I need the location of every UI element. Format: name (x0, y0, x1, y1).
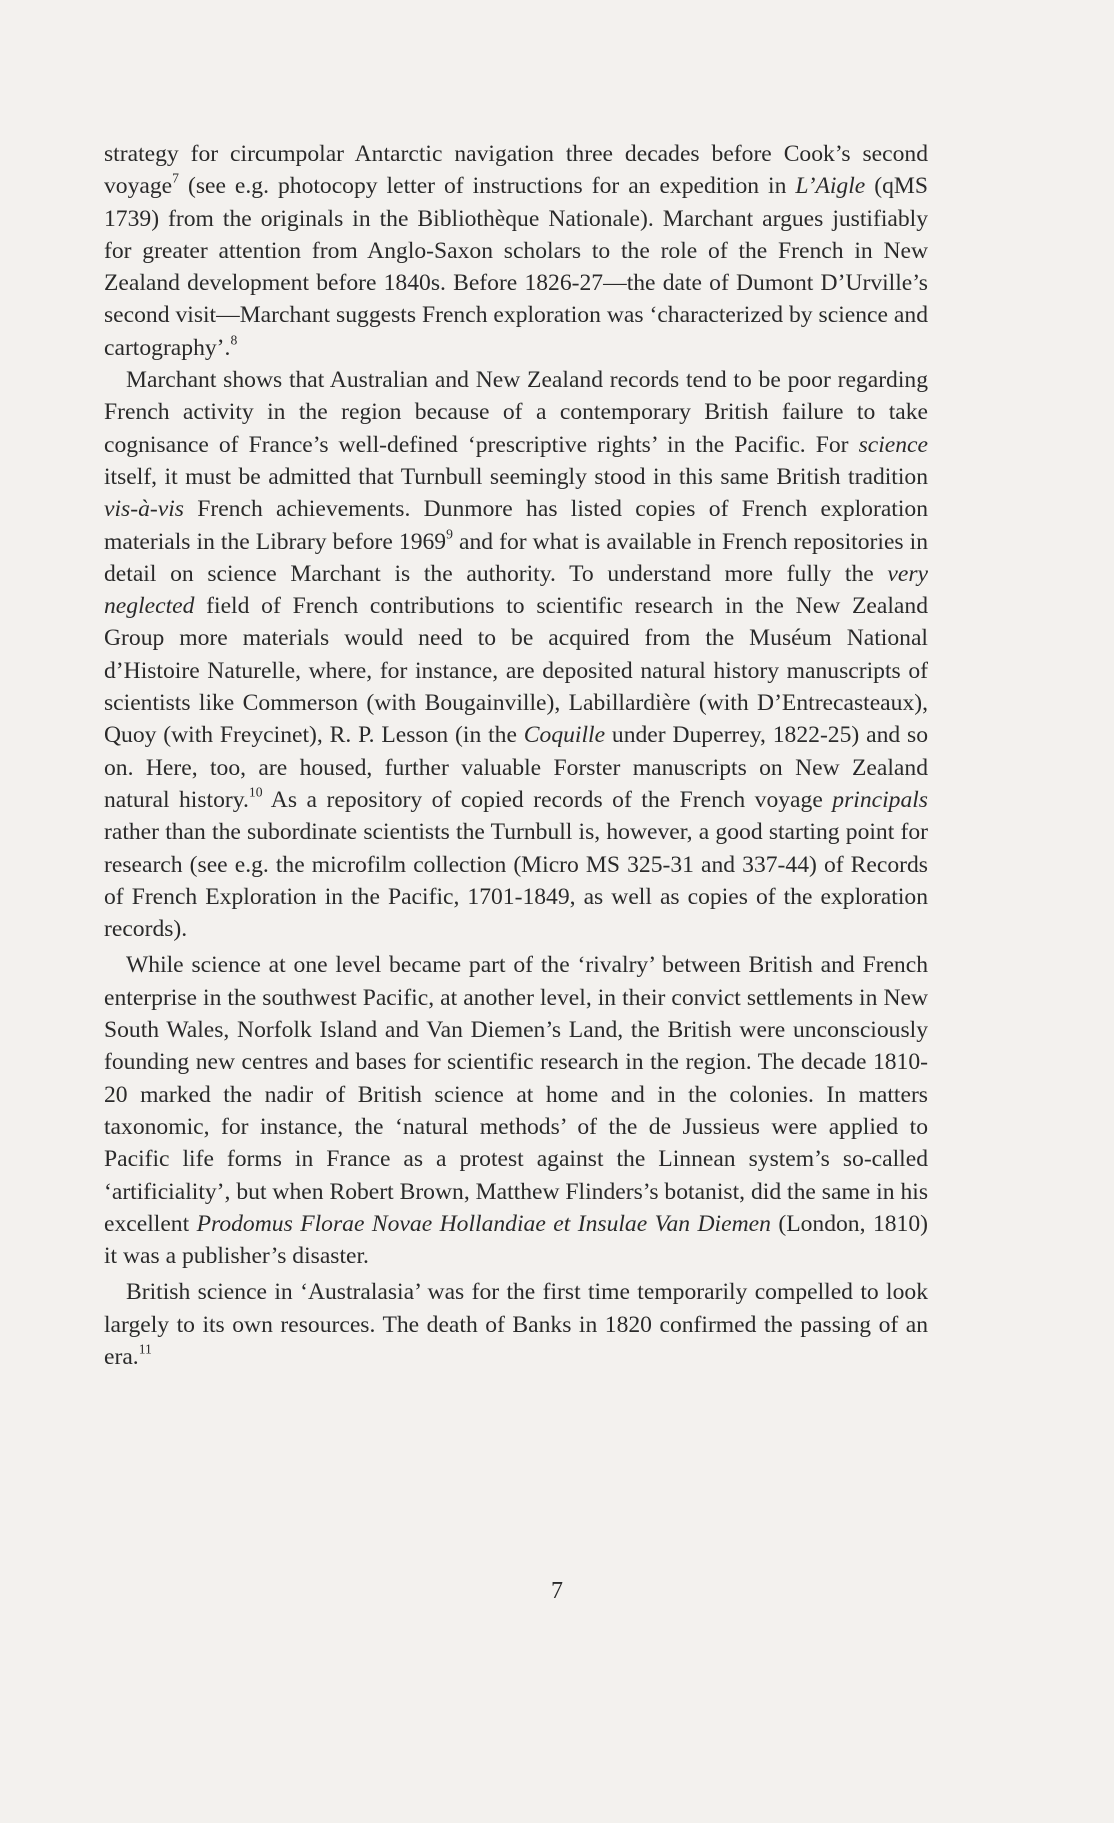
text-run: field of French contributions to scientific research in the New Zealand Group more materials would need to be acquired from the Muséum National d’Histoire Naturelle, where, for instance, are deposited natural history manuscripts of scientists like Commerson (with Bougainville), Labillardière (with D’Entrecasteaux), Quoy (with Freycinet), R. P. Lesson (in the (104, 593, 928, 749)
text-run: Marchant shows that Australian and New Zealand records tend to be poor regarding French activity in the region because of a contemporary British failure to take cognisance of France’s well-defined ‘prescriptive rights’ in the Pacific. For (104, 367, 928, 458)
paragraph-4 (104, 1276, 928, 1373)
text-run: (London, 1810) it was a publisher’s disaster. (104, 1210, 929, 1270)
text-run: (qMS 1739) from the originals in the Bibliothèque Nationale). Marchant argues justifiably for greater attention from Anglo-Saxon scholars to the role of the French in New Zealand development before 1840s. Before 1826-27—the date of Dumont D’Urville’s second visit—Marchant suggests French exploration was ‘characterized by science and cartography’. (104, 173, 928, 361)
text-run: As a repository of copied records of the French voyage (262, 786, 833, 813)
text-run: British science in ‘Australasia’ was for the first time temporarily compelled to look largely to its own resources. The death of Banks in 1820 confirmed the passing of an era. (104, 1279, 928, 1370)
page-number: 7 (551, 1578, 563, 1604)
italic-ship-name: Coquille (523, 722, 606, 749)
footnote-ref-9: 9 (446, 526, 453, 542)
italic-ship-name: L’Aigle (795, 173, 866, 200)
text-run: rather than the subordinate scientists the Turnbull is, however, a good starting point for research (see e.g. the microfilm collection (Micro MS 325-31 and 337-44) of Records of French Exploration in the Pacific, 1701-1849, as well as copies of the exploration records). (104, 819, 928, 943)
text-run: under Duperrey, 1822-25) and so on. Here, too, are housed, further valuable Forster manuscripts on New Zealand natural history. (104, 722, 928, 813)
italic-term: very neglected (104, 560, 928, 620)
footnote-ref-11: 11 (138, 1341, 152, 1357)
text-run: (see e.g. photocopy letter of instructions for an expedition in (178, 173, 796, 200)
italic-book-title: Prodomus Florae Novae Hollandiae et Insulae Van Diemen (196, 1210, 771, 1237)
footnote-ref-8: 8 (230, 332, 238, 348)
italic-term: vis-à-vis (104, 496, 184, 523)
text-run: strategy for circumpolar Antarctic navigation three decades before Cook’s second voyage (104, 141, 928, 200)
paragraph-3 (104, 949, 928, 1272)
paragraph-1 (104, 138, 928, 364)
italic-term: principals (832, 786, 928, 813)
text-run: French achievements. Dunmore has listed copies of French exploration materials in the Library before 1969 (104, 496, 928, 555)
text-run: and for what is available in French repositories in detail on science Marchant is the authority. To understand more fully the (104, 528, 929, 587)
footnote-ref-10: 10 (248, 784, 263, 800)
paragraph-2 (104, 364, 928, 945)
text-run: While science at one level became part of the ‘rivalry’ between British and French enterprise in the southwest Pacific, at another level, in their convict settlements in New South Wales, Norfolk Island and Van Diemen’s Land, the British were unconsciously founding new centres and bases for scientific research in the region. The decade 1810-20 marked the nadir of British science at home and in the colonies. In matters taxonomic, for instance, the ‘natural methods’ of the de Jussieus were applied to Pacific life forms in France as a protest against the Linnean system’s so-called ‘artificiality’, but when Robert Brown, Matthew Flinders’s botanist, did the same in his excellent (104, 952, 928, 1237)
text-run: itself, it must be admitted that Turnbull seemingly stood in this same British tradition (104, 463, 928, 490)
footnote-ref-7: 7 (172, 171, 179, 187)
page-body (104, 138, 928, 1373)
italic-term: science (858, 431, 928, 458)
